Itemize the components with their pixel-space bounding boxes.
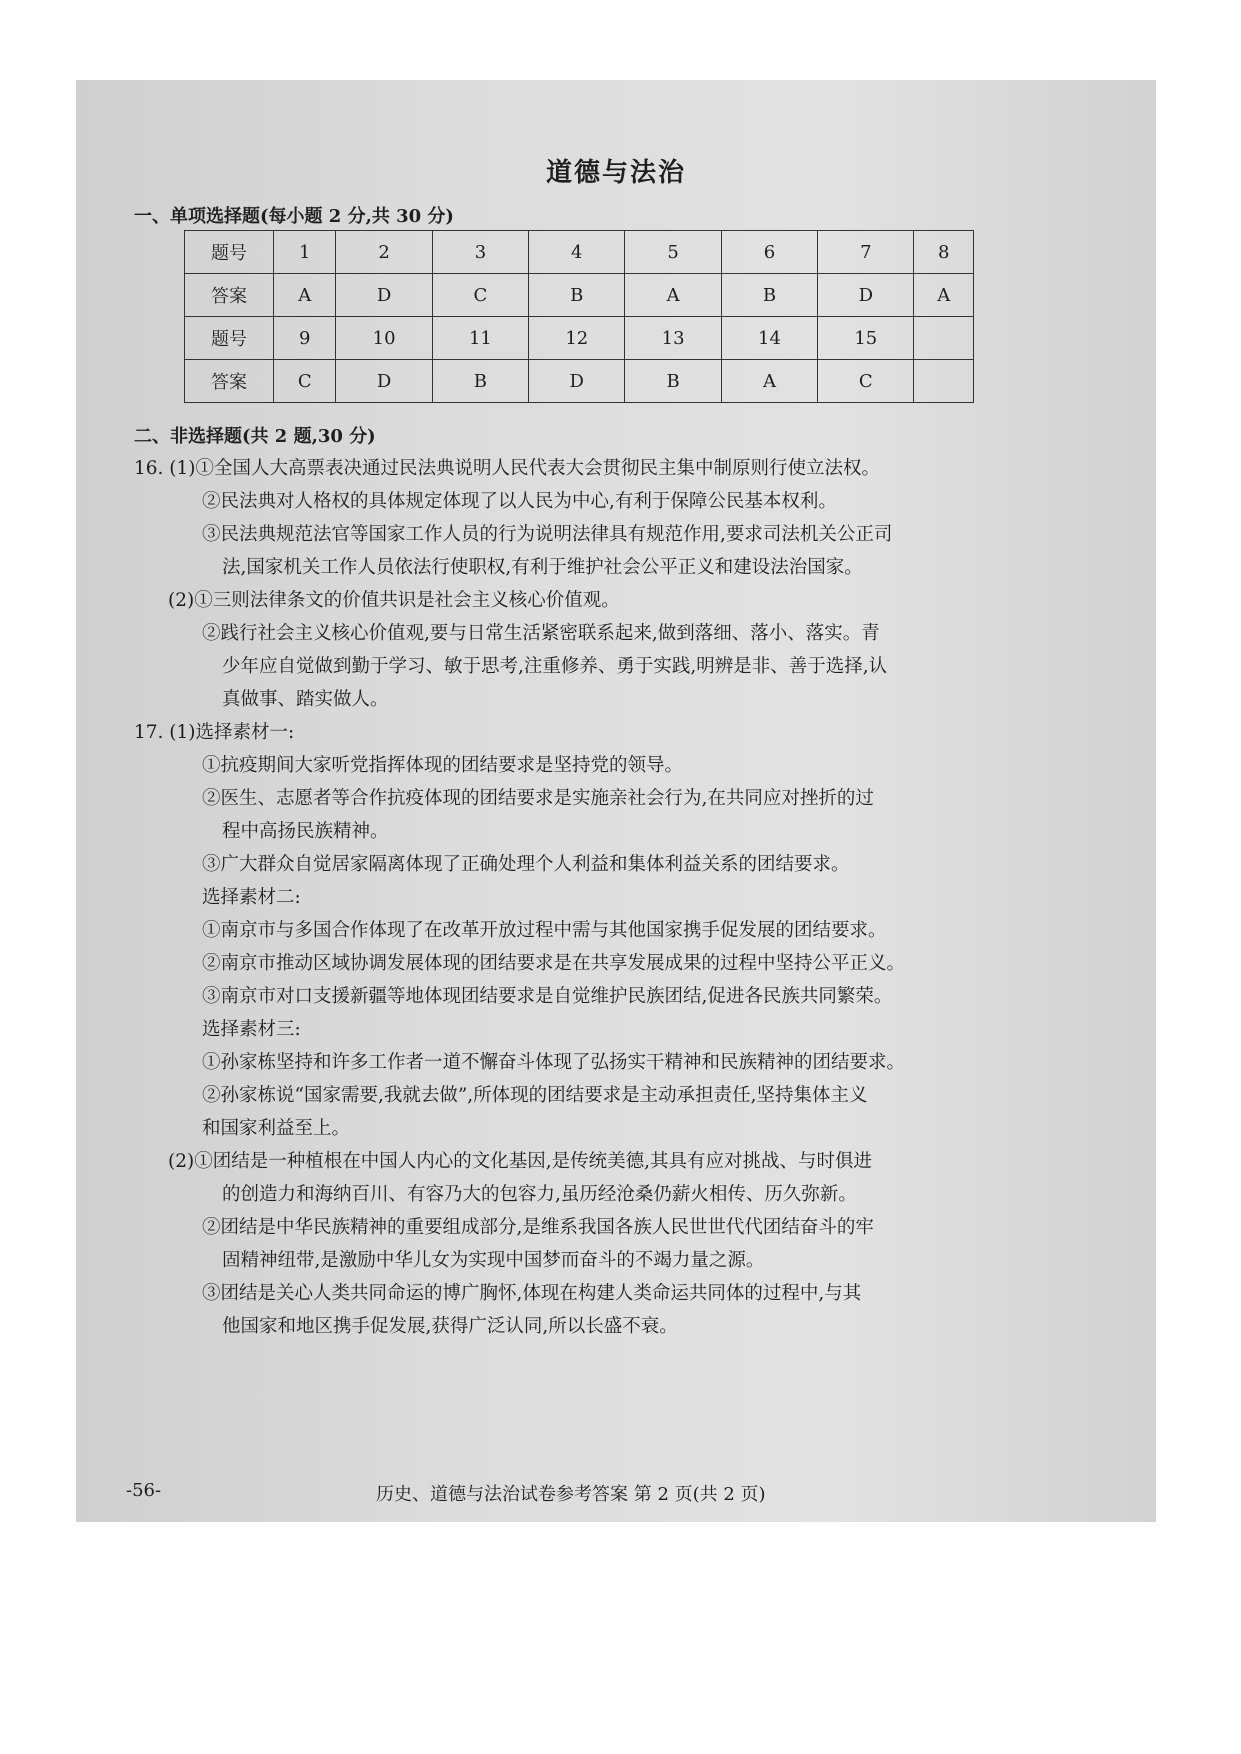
row-label: 答案: [185, 274, 274, 317]
text-line: ②南京市推动区域协调发展体现的团结要求是在共享发展成果的过程中坚持公平正义。: [202, 953, 906, 974]
text-line: 16. (1)①全国人大高票表决通过民法典说明人民代表大会贯彻民主集中制原则行使立法权。: [134, 458, 881, 479]
question-number: 14: [721, 317, 817, 360]
question-number: 1: [274, 231, 336, 274]
text-line: 17. (1)选择素材一:: [134, 722, 295, 743]
text-line: 真做事、踏实做人。: [222, 689, 389, 710]
answer-table: [184, 230, 974, 403]
answer-text-body: [134, 452, 1114, 1343]
row-label: 题号: [185, 317, 274, 360]
text-line: (2)①团结是一种植根在中国人内心的文化基因,是传统美德,其具有应对挑战、与时俱进: [168, 1151, 872, 1172]
question-number: 11: [432, 317, 528, 360]
text-line: 少年应自觉做到勤于学习、敏于思考,注重修养、勇于实践,明辨是非、善于选择,认: [222, 656, 888, 677]
question-number: 4: [529, 231, 625, 274]
question-number: 13: [625, 317, 721, 360]
answer-cell: D: [818, 274, 914, 317]
text-line: ②践行社会主义核心价值观,要与日常生活紧密联系起来,做到落细、落小、落实。青: [202, 623, 880, 644]
table-row: [185, 360, 974, 403]
section-heading-choice: 一、单项选择题(每小题 2 分,共 30 分): [134, 206, 454, 227]
answer-cell: B: [721, 274, 817, 317]
text-line: ①抗疫期间大家听党指挥体现的团结要求是坚持党的领导。: [202, 755, 684, 776]
table-row: [185, 317, 974, 360]
question-number: 7: [818, 231, 914, 274]
question-number: 9: [274, 317, 336, 360]
answer-cell: A: [274, 274, 336, 317]
text-line: ③广大群众自觉居家隔离体现了正确处理个人利益和集体利益关系的团结要求。: [202, 854, 850, 875]
text-line: (2)①三则法律条文的价值共识是社会主义核心价值观。: [168, 590, 620, 611]
answer-cell: B: [432, 360, 528, 403]
question-number: 15: [818, 317, 914, 360]
question-number: [914, 317, 974, 360]
answer-cell: C: [274, 360, 336, 403]
page-title: 道德与法治: [545, 158, 686, 188]
answer-cell: D: [529, 360, 625, 403]
text-line: ①孙家栋坚持和许多工作者一道不懈奋斗体现了弘扬实干精神和民族精神的团结要求。: [202, 1052, 906, 1073]
text-line: ②团结是中华民族精神的重要组成部分,是维系我国各族人民世世代代团结奋斗的牢: [202, 1217, 874, 1238]
answer-cell: C: [818, 360, 914, 403]
page-number: -56-: [126, 1480, 162, 1501]
text-line: 程中高扬民族精神。: [222, 821, 389, 842]
text-line: ③民法典规范法官等国家工作人员的行为说明法律具有规范作用,要求司法机关公正司: [202, 524, 893, 545]
footer-text: 历史、道德与法治试卷参考答案 第 2 页(共 2 页): [376, 1484, 766, 1505]
text-line: ③团结是关心人类共同命运的博广胸怀,体现在构建人类命运共同体的过程中,与其: [202, 1283, 862, 1304]
text-line: ②医生、志愿者等合作抗疫体现的团结要求是实施亲社会行为,在共同应对挫折的过: [202, 788, 874, 809]
row-label: 答案: [185, 360, 274, 403]
answer-cell: B: [625, 360, 721, 403]
answer-cell: D: [336, 274, 432, 317]
answer-cell: A: [721, 360, 817, 403]
question-number: 3: [432, 231, 528, 274]
question-number: 8: [914, 231, 974, 274]
answer-cell: [914, 360, 974, 403]
answer-cell: D: [336, 360, 432, 403]
answer-cell: A: [625, 274, 721, 317]
answer-cell: C: [432, 274, 528, 317]
text-line: 他国家和地区携手促发展,获得广泛认同,所以长盛不衰。: [222, 1316, 678, 1337]
text-line: 和国家利益至上。: [202, 1118, 351, 1139]
table-row: [185, 274, 974, 317]
text-line: 固精神纽带,是激励中华儿女为实现中国梦而奋斗的不竭力量之源。: [222, 1250, 765, 1271]
text-line: 选择素材三:: [202, 1019, 301, 1040]
section-heading-essay: 二、非选择题(共 2 题,30 分): [134, 426, 376, 447]
question-number: 6: [721, 231, 817, 274]
text-line: 的创造力和海纳百川、有容乃大的包容力,虽历经沧桑仍薪火相传、历久弥新。: [222, 1184, 857, 1205]
text-line: 法,国家机关工作人员依法行使职权,有利于维护社会公平正义和建设法治国家。: [222, 557, 863, 578]
text-line: ③南京市对口支援新疆等地体现团结要求是自觉维护民族团结,促进各民族共同繁荣。: [202, 986, 893, 1007]
table-row: [185, 231, 974, 274]
question-number: 10: [336, 317, 432, 360]
text-line: 选择素材二:: [202, 887, 301, 908]
text-line: ②民法典对人格权的具体规定体现了以人民为中心,有利于保障公民基本权利。: [202, 491, 837, 512]
answer-cell: B: [529, 274, 625, 317]
text-line: ②孙家栋说“国家需要,我就去做”,所体现的团结要求是主动承担责任,坚持集体主义: [202, 1085, 868, 1106]
answer-cell: A: [914, 274, 974, 317]
row-label: 题号: [185, 231, 274, 274]
question-number: 12: [529, 317, 625, 360]
question-number: 2: [336, 231, 432, 274]
document-page: [76, 80, 1156, 1522]
question-number: 5: [625, 231, 721, 274]
text-line: ①南京市与多国合作体现了在改革开放过程中需与其他国家携手促发展的团结要求。: [202, 920, 887, 941]
